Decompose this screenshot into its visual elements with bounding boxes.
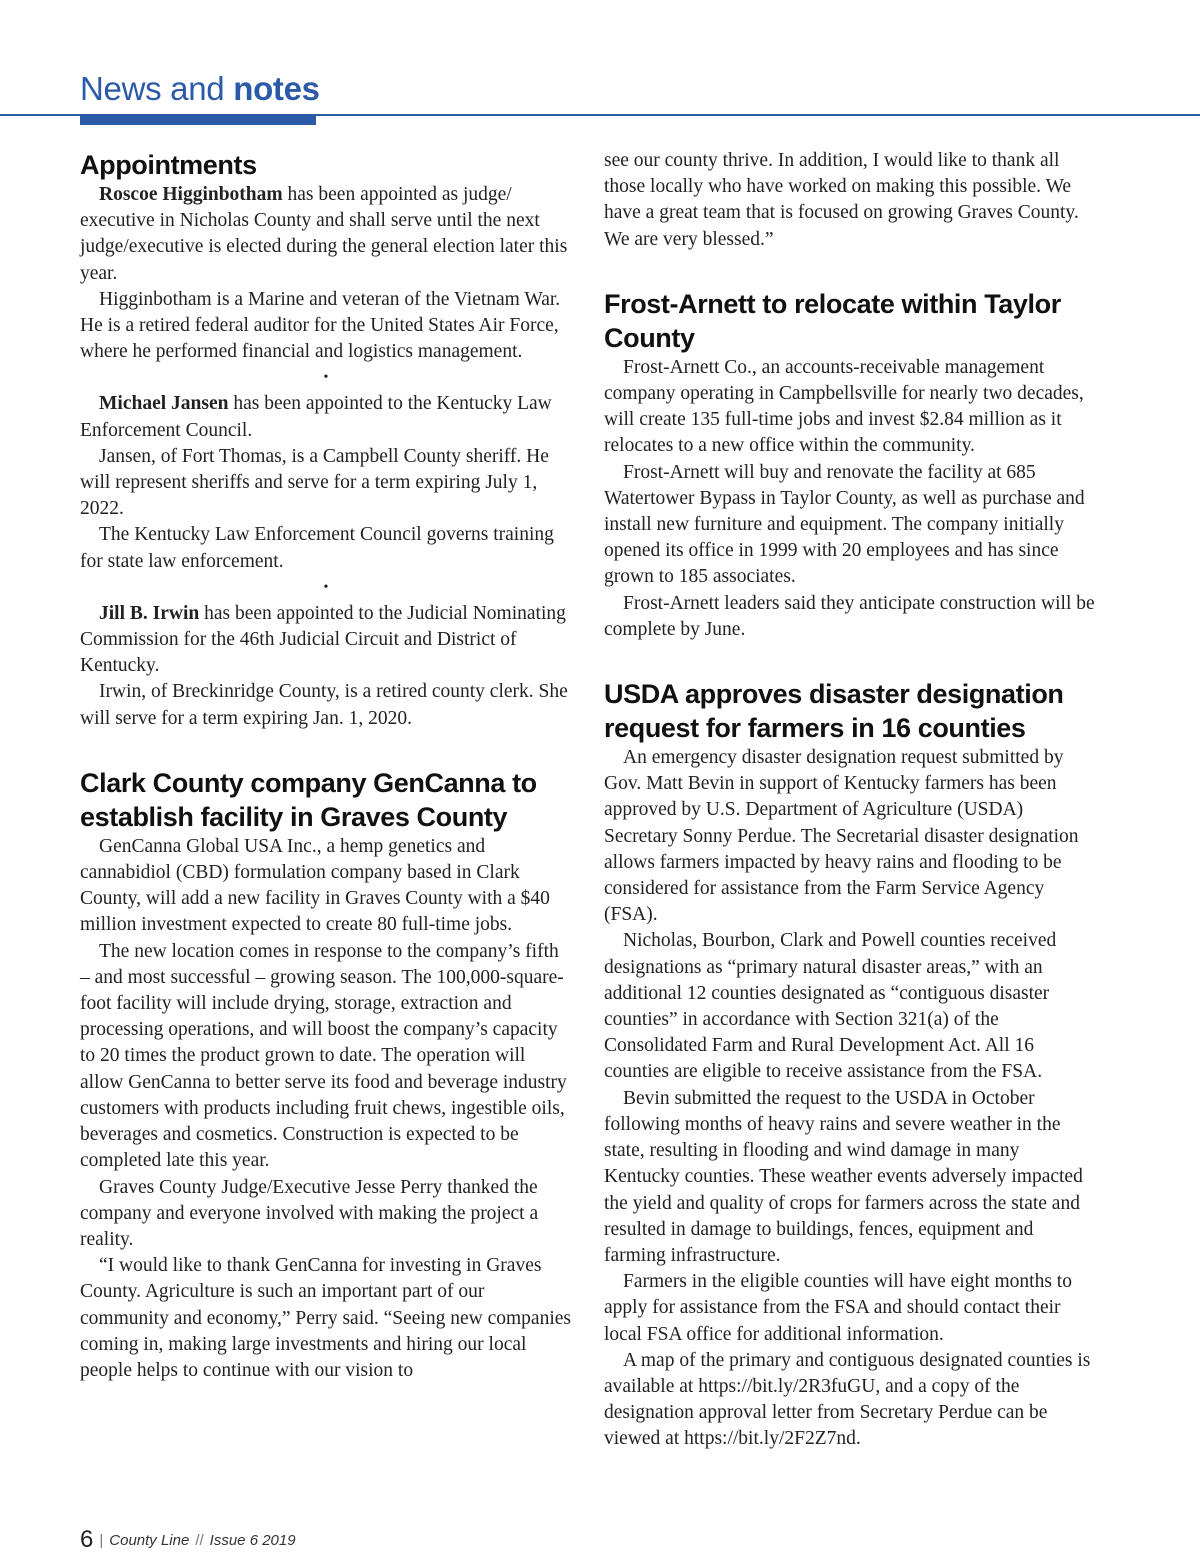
- right-column: [604, 148, 1096, 1453]
- issue-label: Issue 6 2019: [209, 1532, 296, 1549]
- article-paragraph: Higginbotham is a Marine and veteran of the Vietnam War. He is a retired federal auditor for the United States Air Force, where he performed financial and logistics management.: [80, 288, 561, 363]
- article-paragraph: Frost-Arnett Co., an accounts-receivable management company operating in Campbellsville for nearly two decades, will create 135 full-time jobs and invest $2.84 million as it relocates to a new office within the community.: [604, 356, 1084, 457]
- section-title-bold: notes: [233, 70, 320, 107]
- usda-heading: USDA approves disaster designation request for farmers in 16 counties: [604, 679, 1064, 744]
- article-paragraph: Bevin submitted the request to the USDA in October following months of heavy rains and severe weather in the state, resulting in flooding and wind damage in many Kentucky counties. These weather events adversely impacted the yield and quality of crops for farmers across the state and resulted in damage to buildings, fences, equipment and farming infrastructure.: [604, 1087, 1083, 1266]
- article-paragraph: Roscoe Higginbotham has been appointed as judge/ executive in Nicholas County and shall serve until the next judge/executive is elected during the general election later this year.: [80, 184, 568, 284]
- frost-arnett-heading: Frost-Arnett to relocate within Taylor County: [604, 288, 1061, 353]
- bullet-separator: •: [323, 579, 329, 595]
- section-title: [80, 70, 320, 108]
- article-paragraph: “I would like to thank GenCanna for investing in Graves County. Agriculture is such an important part of our community and economy,” Perry said. “Seeing new companies coming in, making large investments and hiring our local people helps to continue with our vision to: [80, 1255, 571, 1381]
- article-paragraph-continued: see our county thrive. In addition, I would like to thank all those locally who have worked on making this possible. We have a great team that is focused on growing Graves County. We are very blessed.”: [604, 150, 1079, 250]
- article-paragraph: Nicholas, Bourbon, Clark and Powell counties received designations as “primary natural disaster areas,” with an additional 12 counties designated as “contiguous disaster counties” in accordance with Section 321(a) of the Consolidated Farm and Rural Development Act. All 16 counties are eligible to receive assistance from the FSA.: [604, 930, 1057, 1083]
- article-paragraph: Frost-Arnett will buy and renovate the facility at 685 Watertower Bypass in Taylor County, as well as purchase and install new furniture and equipment. The company initially opened its office in 1999 with 20 employees and has since grown to 185 associates.: [604, 461, 1085, 588]
- article-paragraph: The new location comes in response to the company’s fifth – and most successful – growing season. The 100,000-square-foot facility will include drying, storage, extraction and processing operations, and will boost the company’s capacity to 20 times the product grown to date. The operation will allow GenCanna to better serve its food and beverage industry customers with products including fruit chews, ingestible oils, beverages and cosmetics. Construction is expected to be completed late this year.: [80, 940, 567, 1172]
- article-paragraph: GenCanna Global USA Inc., a hemp genetics and cannabidiol (CBD) formulation company based in Clark County, will add a new facility in Graves County with a $40 million investment expected to create 80 full-time jobs.: [80, 835, 550, 936]
- appointee-name: Jill B. Irwin: [99, 602, 200, 624]
- article-paragraph: An emergency disaster designation request submitted by Gov. Matt Bevin in support of Kentucky farmers has been approved by U.S. Department of Agriculture (USDA) Secretary Sonny Perdue. The Secretarial disaster designation allows farmers impacted by heavy rains and flooding to be considered for assistance from the Farm Service Agency (FSA).: [604, 747, 1079, 926]
- article-paragraph: Jill B. Irwin has been appointed to the Judicial Nominating Commission for the 46th Judicial Circuit and District of Kentucky.: [80, 602, 566, 677]
- article-paragraph: Michael Jansen has been appointed to the Kentucky Law Enforcement Council.: [80, 393, 552, 441]
- appointee-name: Roscoe Higginbotham: [99, 184, 283, 205]
- publication-name: County Line: [109, 1532, 190, 1549]
- page-number: 6: [80, 1526, 94, 1553]
- appointments-heading: Appointments: [80, 150, 257, 180]
- appointee-name: Michael Jansen: [99, 393, 229, 415]
- article-paragraph: A map of the primary and contiguous designated counties is available at https://bit.ly/2R3fuGU, and a copy of the designation approval letter from Secretary Perdue can be viewed at https://bit.ly/2F2Z7nd.: [604, 1349, 1091, 1450]
- page-footer: 6 | County Line // Issue 6 2019: [80, 1526, 296, 1553]
- section-title-light: News and: [80, 70, 225, 107]
- article-paragraph: The Kentucky Law Enforcement Council governs training for state law enforcement.: [80, 524, 554, 572]
- article-paragraph: Farmers in the eligible counties will have eight months to apply for assistance from the FSA and should contact their local FSA office for additional information.: [604, 1271, 1072, 1345]
- bullet-separator: •: [323, 370, 329, 386]
- gencanna-heading: Clark County company GenCanna to establish facility in Graves County: [80, 767, 537, 832]
- article-paragraph: Frost-Arnett leaders said they anticipate construction will be complete by June.: [604, 592, 1095, 640]
- header-accent-bar: [80, 114, 316, 125]
- left-column: [80, 148, 572, 1384]
- article-paragraph: Irwin, of Breckinridge County, is a retired county clerk. She will serve for a term expiring Jan. 1, 2020.: [80, 681, 568, 729]
- article-paragraph: Jansen, of Fort Thomas, is a Campbell County sheriff. He will represent sheriffs and serve for a term expiring July 1, 2022.: [80, 445, 549, 520]
- article-paragraph: Graves County Judge/Executive Jesse Perry thanked the company and everyone involved with making the project a reality.: [80, 1176, 539, 1250]
